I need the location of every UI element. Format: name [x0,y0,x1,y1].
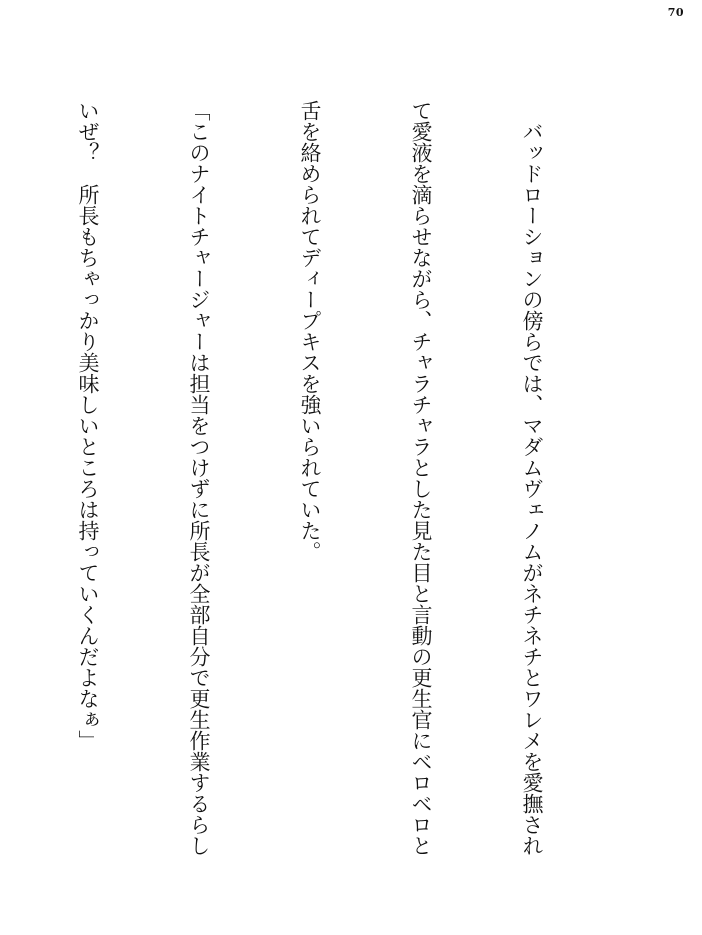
page-number: 70 [667,6,684,19]
text-line: いぜ？ 所長もちゃっかり美味しいところは持っていくんだよなぁ」 [76,100,100,751]
text-line: バッドローションの傍らでは、マダムヴェノムがネチネチとワレメを愛撫され [520,100,544,856]
body-text [76,100,624,860]
text-line: 「このナイトチャージャーは担当をつけずに所長が全部自分で更生作業するらし [187,100,211,856]
text-line: て愛液を滴らせながら、チャラチャラとした見た目と言動の更生官にベロベロと [409,100,433,856]
text-line: 舌を絡められてディープキスを強いられていた。 [298,100,322,562]
